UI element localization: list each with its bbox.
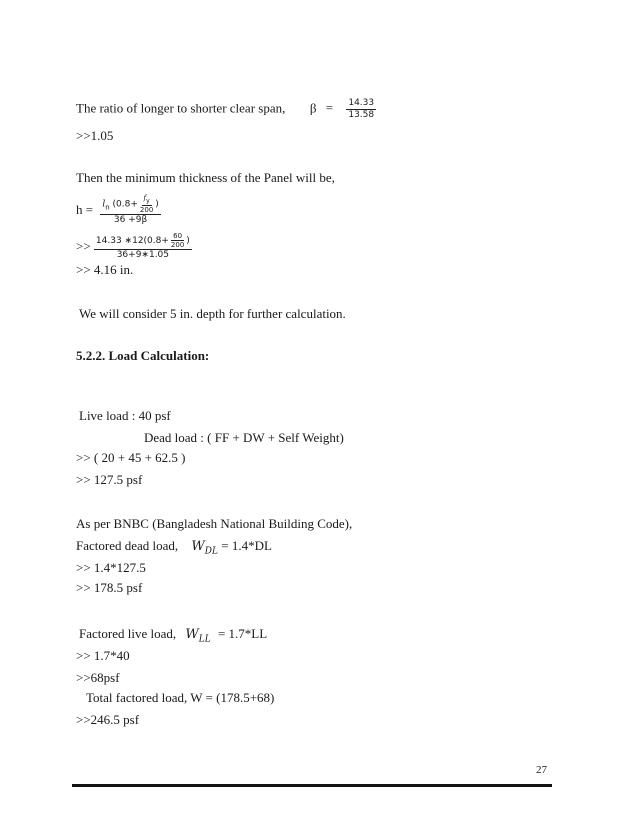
sub-numerator (94, 232, 192, 250)
total-result: >>246.5 psf (76, 712, 140, 727)
h-substitution (76, 232, 192, 261)
page-number: 27 (536, 764, 547, 776)
paren-close: ) (155, 199, 159, 210)
sub-numerator-a: 14.33 ∗12(0.8+ (95, 236, 169, 246)
h-label: h = (76, 202, 94, 218)
h-denominator: 36 +9β (113, 215, 148, 226)
fll-subscript: LL (198, 634, 211, 645)
ratio-numerator: 14.33 (348, 98, 375, 108)
section-heading: 5.2.2. Load Calculation: (76, 348, 210, 363)
sub-prefix: >> (76, 238, 91, 254)
ratio-line (76, 98, 376, 121)
fdl-calc: >> 1.4*127.5 (76, 560, 146, 575)
fdl-symbol: W (191, 539, 205, 554)
ln-symbol: l (102, 199, 106, 210)
fdl-total: >> 178.5 psf (76, 580, 143, 595)
h-fraction (100, 194, 160, 226)
ratio-denominator: 13.58 (348, 110, 375, 120)
fy-symbol: f (143, 194, 147, 202)
ratio-text: The ratio of longer to shorter clear span, (76, 100, 286, 116)
sub-close: ) (186, 236, 190, 246)
fll-calc: >> 1.7*40 (76, 648, 130, 663)
fy-subscript: y (146, 197, 150, 205)
sub-200: 200 (170, 241, 185, 249)
fdl-label: Factored dead load, (76, 538, 179, 553)
ratio-fraction (346, 98, 376, 121)
total-factored-load: Total factored load, W = (178.5+68) (86, 690, 275, 705)
thickness-result: >> 4.16 in. (76, 262, 134, 277)
thickness-intro: Then the minimum thickness of the Panel will be, (76, 170, 335, 185)
dead-load: Dead load : ( FF + DW + Self Weight) (144, 430, 344, 445)
sub-denominator: 36+9∗1.05 (116, 250, 170, 260)
fy-fraction (138, 194, 155, 214)
paren-open: (0.8+ (112, 199, 138, 210)
sub-fraction (94, 232, 192, 261)
fdl-equation: = 1.4*DL (221, 538, 272, 553)
fll-symbol: W (185, 627, 199, 642)
footer-rule (72, 784, 552, 787)
dead-load-sum: >> ( 20 + 45 + 62.5 ) (76, 450, 186, 465)
fy-numerator (142, 194, 152, 206)
sub-60: 60 (173, 232, 183, 240)
dead-load-total: >> 127.5 psf (76, 472, 143, 487)
ratio-equals: = (325, 100, 334, 116)
fy-denominator: 200 (139, 206, 154, 215)
live-load: Live load : 40 psf (79, 408, 171, 423)
beta-symbol: β (309, 100, 317, 116)
consider-text: We will consider 5 in. depth for further calculation. (79, 306, 346, 321)
ratio-result: >>1.05 (76, 128, 114, 143)
ln-subscript: n (105, 203, 110, 212)
fll-total: >>68psf (76, 670, 120, 685)
fll-label: Factored live load, (79, 626, 177, 641)
bnbc-text: As per BNBC (Bangladesh National Building Code), (76, 516, 353, 531)
sub-60-fraction (169, 232, 186, 249)
h-numerator (100, 194, 160, 215)
factored-live-load (79, 626, 267, 648)
factored-dead-load (76, 538, 272, 560)
fdl-subscript: DL (204, 546, 218, 557)
h-formula (76, 194, 161, 226)
fll-equation: = 1.7*LL (217, 626, 268, 641)
